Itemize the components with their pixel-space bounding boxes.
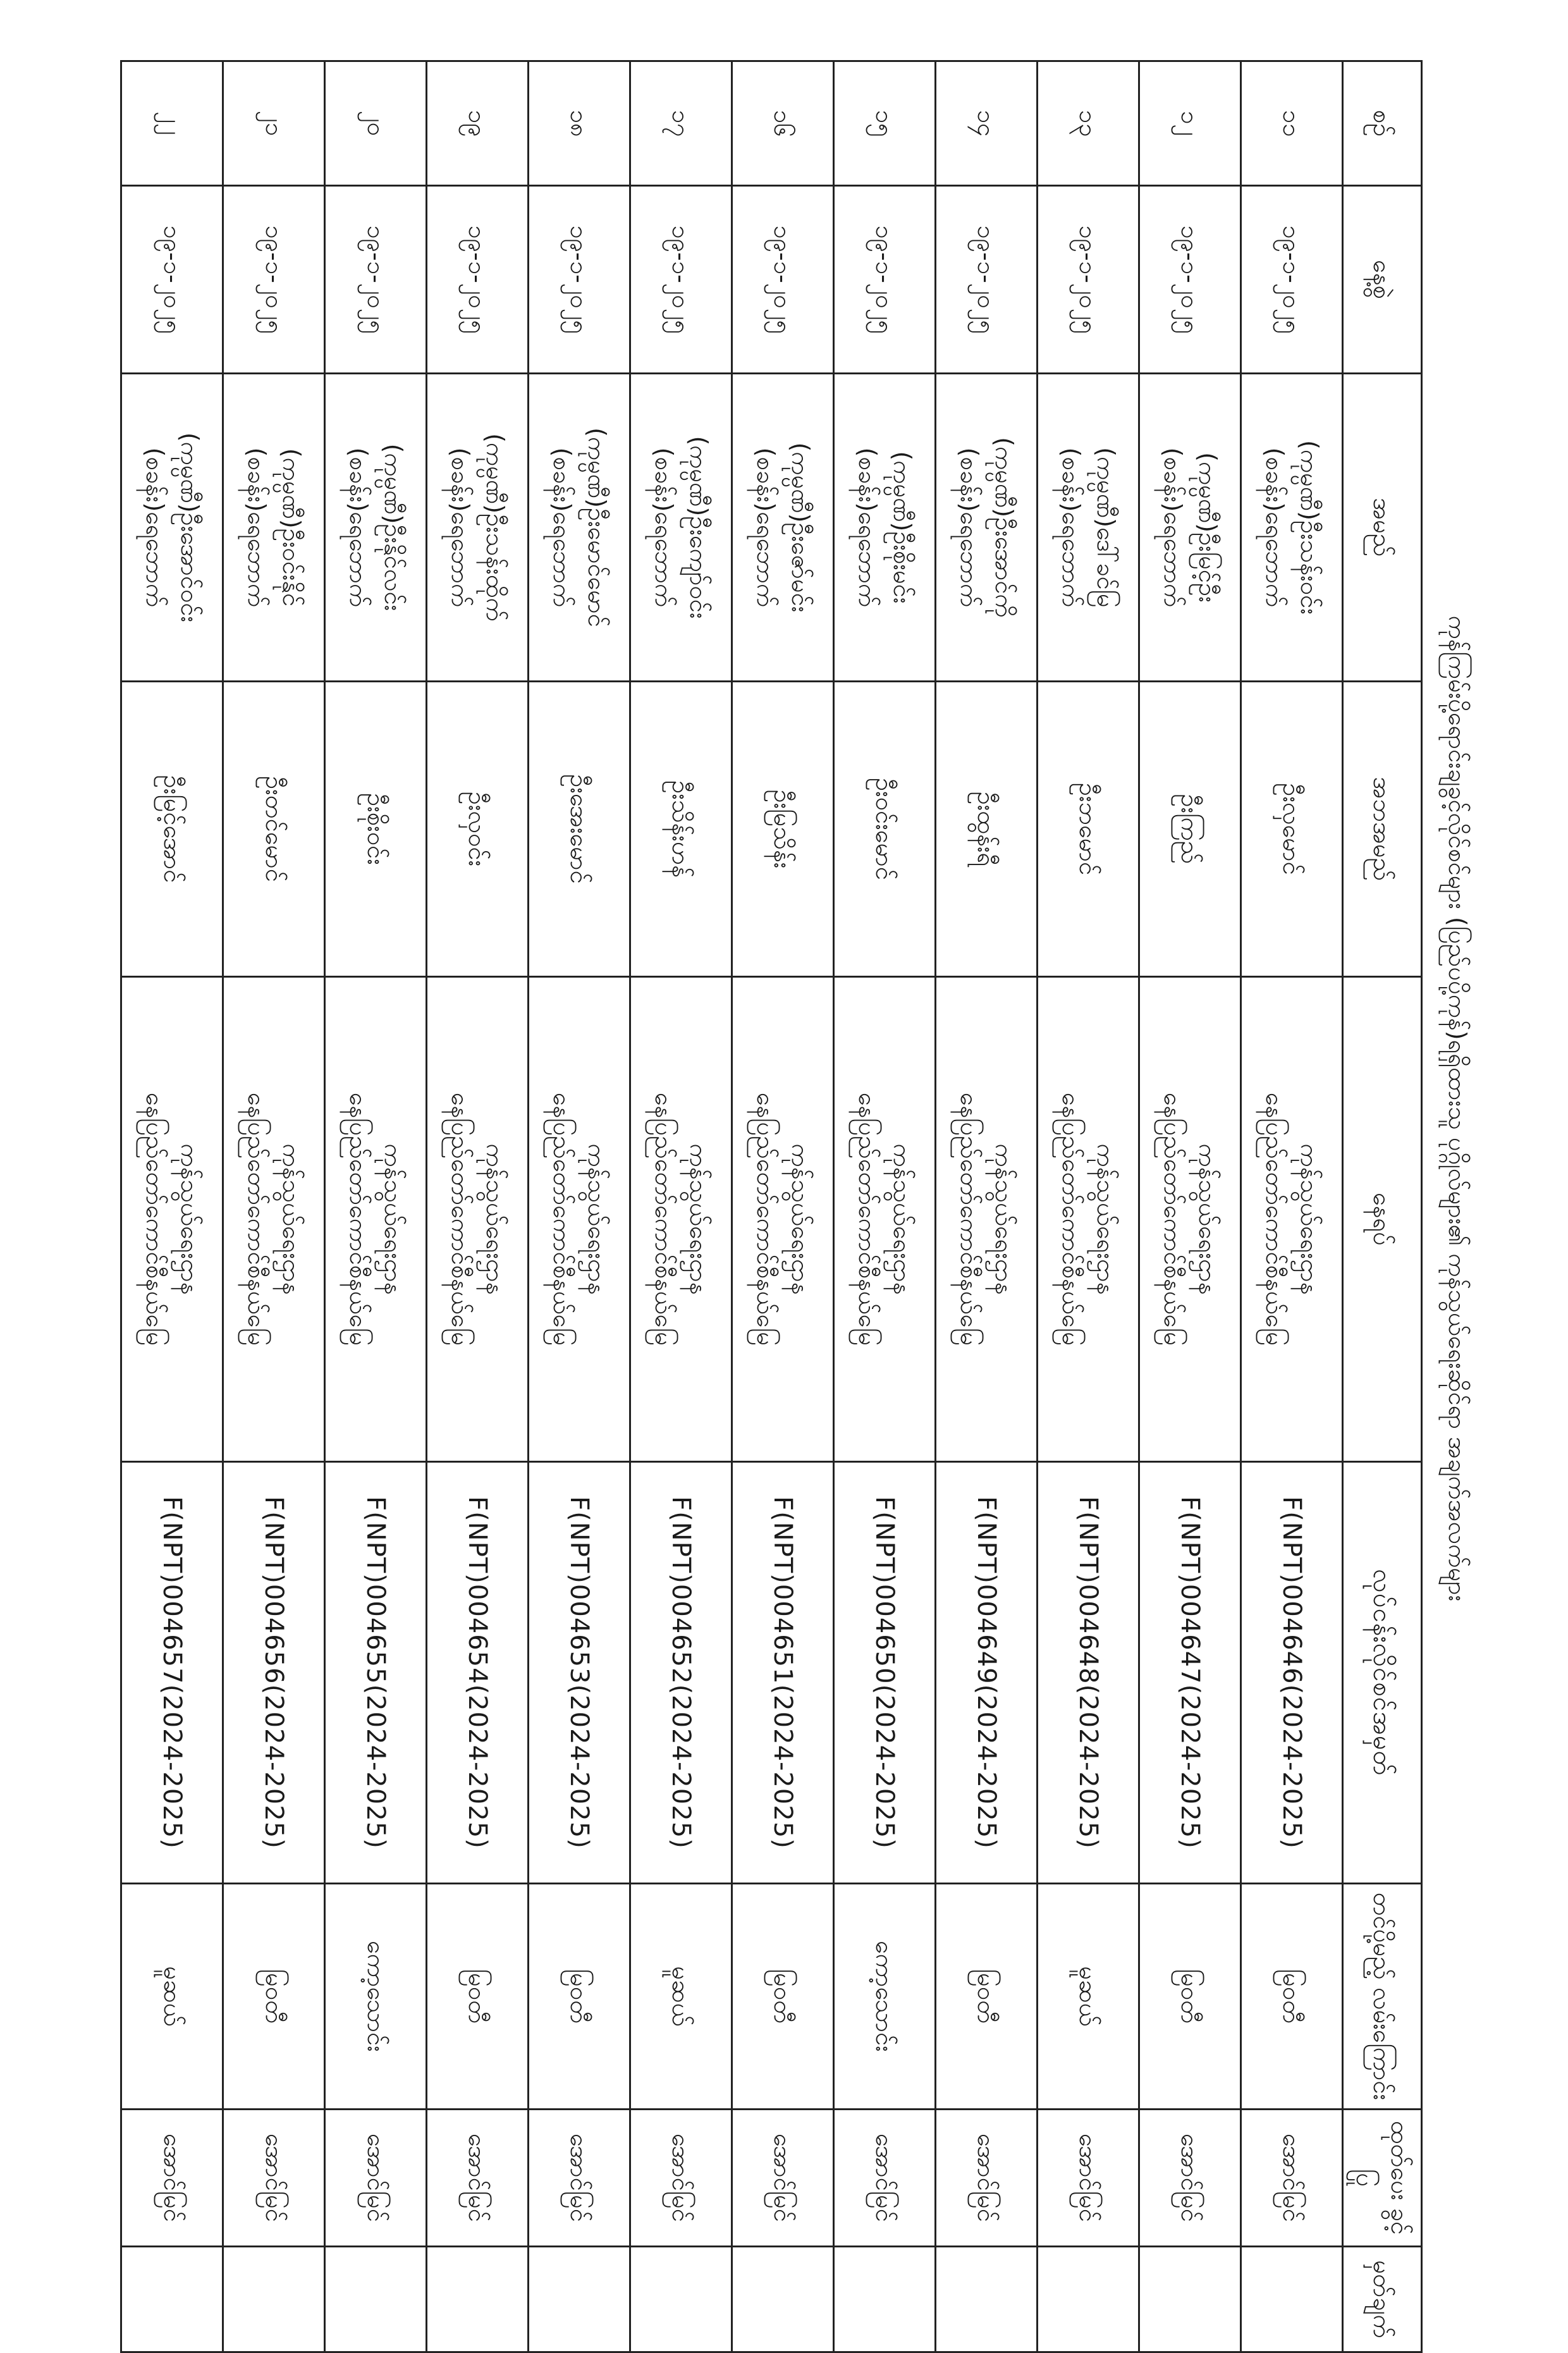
table-row	[732, 61, 833, 2352]
table-row	[935, 61, 1037, 2352]
row-status: အောင်မြင်	[121, 2110, 223, 2247]
table-row	[528, 61, 630, 2352]
row-date: ၁၉-၁-၂၀၂၅	[1240, 186, 1342, 374]
row-name: (ကုမ္ပဏီ)ဦးသန်းဝင်း (စခန်း)ရေဘောက်	[1240, 374, 1342, 682]
row-status: အောင်မြင်	[223, 2110, 324, 2247]
table-row	[121, 61, 223, 2352]
row-address: ကုန်သွယ်ရေးဌာန နေပြည်တော်ကောင်စီနယ်မြေ	[223, 977, 324, 1462]
row-cert-no: F(NPT)004650(2024-2025)	[833, 1462, 935, 1884]
row-route: မြဝတီ	[1139, 1884, 1240, 2110]
row-date: ၁၉-၁-၂၀၂၅	[732, 186, 833, 374]
table-body	[121, 61, 1343, 2352]
row-route: မြဝတီ	[935, 1884, 1037, 2110]
table-row	[426, 61, 528, 2352]
table-row	[1240, 61, 1342, 2352]
row-father: ဦးစိုးဝင်း	[324, 682, 426, 977]
header-date: နေ့စွဲ	[1342, 186, 1421, 374]
row-address: ကုန်သွယ်ရေးဌာန နေပြည်တော်ကောင်စီနယ်မြေ	[426, 977, 528, 1462]
table-row	[1037, 61, 1139, 2352]
header-cert-no: လုပ်ငန်းလိုင်စင်အမှတ်	[1342, 1462, 1421, 1884]
row-route: ကော့သောင်း	[324, 1884, 426, 2110]
row-father: ဦးမြသိန်း	[732, 682, 833, 977]
row-date: ၁၉-၁-၂၀၂၅	[426, 186, 528, 374]
row-status: အောင်မြင်	[732, 2110, 833, 2247]
row-address: ကုန်သွယ်ရေးဌာန နေပြည်တော်ကောင်စီနယ်မြေ	[1037, 977, 1139, 1462]
row-remarks	[935, 2247, 1037, 2352]
row-name: (ကုမ္ပဏီ)ဦးအောင်ကို (စခန်း)ရေဘောက်	[935, 374, 1037, 682]
row-no: ၂၁	[223, 61, 324, 186]
row-no: ၁၇	[630, 61, 732, 186]
row-cert-no: F(NPT)004654(2024-2025)	[426, 1462, 528, 1884]
row-father: ဦးသိန်းဟန်	[630, 682, 732, 977]
row-name: (ကုမ္ပဏီ)ဦးကျော်ဝင်း (စခန်း)ရေဘောက်	[630, 374, 732, 682]
header-no: စဉ်	[1342, 61, 1421, 186]
row-date: ၁၉-၁-၂၀၂၅	[1037, 186, 1139, 374]
row-address: ကုန်သွယ်ရေးဌာန နေပြည်တော်ကောင်စီနယ်မြေ	[1139, 977, 1240, 1462]
row-remarks	[121, 2247, 223, 2352]
row-date: ၁၉-၁-၂၀၂၅	[833, 186, 935, 374]
row-route: မူဆယ်	[121, 1884, 223, 2110]
row-name: (ကုမ္ပဏီ)ဦးစိုးမင်း (စခန်း)ရေဘောက်	[833, 374, 935, 682]
row-father: ဦးထွန်းရီ	[935, 682, 1037, 977]
row-address: ကုန်သွယ်ရေးဌာန နေပြည်တော်ကောင်စီနယ်မြေ	[630, 977, 732, 1462]
row-route: မြဝတီ	[426, 1884, 528, 2110]
row-status: အောင်မြင်	[324, 2110, 426, 2247]
row-name: (ကုမ္ပဏီ)ဦးမြင့်ဦး (စခန်း)ရေဘောက်	[1139, 374, 1240, 682]
header-status: ထုတ်ပေး ခွင့်ပြု	[1342, 2110, 1421, 2247]
row-cert-no: F(NPT)004652(2024-2025)	[630, 1462, 732, 1884]
row-address: ကုန်သွယ်ရေးဌာန နေပြည်တော်ကောင်စီနယ်မြေ	[732, 977, 833, 1462]
row-remarks	[324, 2247, 426, 2352]
row-route: မူဆယ်	[630, 1884, 732, 2110]
row-status: အောင်မြင်	[1240, 2110, 1342, 2247]
row-status: အောင်မြင်	[935, 2110, 1037, 2247]
row-name: (ကုမ္ပဏီ)ဦးမောင်မောင် (စခန်း)ရေဘောက်	[528, 374, 630, 682]
row-cert-no: F(NPT)004648(2024-2025)	[1037, 1462, 1139, 1884]
row-cert-no: F(NPT)004646(2024-2025)	[1240, 1462, 1342, 1884]
row-route: မြဝတီ	[223, 1884, 324, 2110]
row-address: ကုန်သွယ်ရေးဌာန နေပြည်တော်ကောင်စီနယ်မြေ	[1240, 977, 1342, 1462]
row-name: (ကုမ္ပဏီ)ဦးနိုင်လင်း (စခန်း)ရေဘောက်	[324, 374, 426, 682]
row-no: ၁၈	[528, 61, 630, 186]
header-name: အမည်	[1342, 374, 1421, 682]
row-father: ဦးလှမောင်	[1240, 682, 1342, 977]
row-status: အောင်မြင်	[426, 2110, 528, 2247]
table-row	[833, 61, 935, 2352]
row-route: မြဝတီ	[528, 1884, 630, 2110]
row-address: ကုန်သွယ်ရေးဌာန နေပြည်တော်ကောင်စီနယ်မြေ	[324, 977, 426, 1462]
license-table	[120, 60, 1423, 2353]
row-cert-no: F(NPT)004656(2024-2025)	[223, 1462, 324, 1884]
row-name: (ကုမ္ပဏီ)ဦးဇော်မင်း (စခန်း)ရေဘောက်	[732, 374, 833, 682]
table-row	[1139, 61, 1240, 2352]
row-address: ကုန်သွယ်ရေးဌာန နေပြည်တော်ကောင်စီနယ်မြေ	[833, 977, 935, 1462]
row-date: ၁၉-၁-၂၀၂၅	[324, 186, 426, 374]
row-date: ၁၉-၁-၂၀၂၅	[223, 186, 324, 374]
row-no: ၁၃	[1037, 61, 1139, 186]
row-no: ၁၂	[1139, 61, 1240, 186]
row-remarks	[1240, 2247, 1342, 2352]
row-status: အောင်မြင်	[630, 2110, 732, 2247]
row-status: အောင်မြင်	[833, 2110, 935, 2247]
row-father: ဦးဘမောင်	[1037, 682, 1139, 977]
row-date: ၁၉-၁-၂၀၂၅	[528, 186, 630, 374]
row-cert-no: F(NPT)004657(2024-2025)	[121, 1462, 223, 1884]
row-father: ဦးတင်မောင်	[223, 682, 324, 977]
row-remarks	[630, 2247, 732, 2352]
row-date: ၁၉-၁-၂၀၂၅	[121, 186, 223, 374]
row-remarks	[1139, 2247, 1240, 2352]
row-father: ဦးကြည်	[1139, 682, 1240, 977]
row-address: ကုန်သွယ်ရေးဌာန နေပြည်တော်ကောင်စီနယ်မြေ	[935, 977, 1037, 1462]
row-address: ကုန်သွယ်ရေးဌာန နေပြည်တော်ကောင်စီနယ်မြေ	[121, 977, 223, 1462]
table-row	[324, 61, 426, 2352]
row-no: ၁၁	[1240, 61, 1342, 186]
header-route: တင်ပို့မည့် လမ်းကြောင်း	[1342, 1884, 1421, 2110]
row-route: မြဝတီ	[1240, 1884, 1342, 2110]
table-header-row	[1342, 61, 1421, 2352]
row-cert-no: F(NPT)004647(2024-2025)	[1139, 1462, 1240, 1884]
header-remarks: မှတ်ချက်	[1342, 2247, 1421, 2352]
header-address: နေရပ်	[1342, 977, 1421, 1462]
row-route: ကော့သောင်း	[833, 1884, 935, 2110]
row-remarks	[223, 2247, 324, 2352]
row-route: မူဆယ်	[1037, 1884, 1139, 2110]
row-remarks	[833, 2247, 935, 2352]
table-row	[223, 61, 324, 2352]
row-no: ၁၉	[426, 61, 528, 186]
row-cert-no: F(NPT)004653(2024-2025)	[528, 1462, 630, 1884]
row-name: (ကုမ္ပဏီ)ဦးအောင်ဝင်း (စခန်း)ရေဘောက်	[121, 374, 223, 682]
row-date: ၁၉-၁-၂၀၂၅	[935, 186, 1037, 374]
row-no: ၂၀	[324, 61, 426, 186]
row-status: အောင်မြင်	[1037, 2110, 1139, 2247]
row-no: ၁၅	[833, 61, 935, 186]
row-status: အောင်မြင်	[528, 2110, 630, 2247]
table-row	[630, 61, 732, 2352]
rotated-table-container	[120, 60, 1423, 2338]
row-name: (ကုမ္ပဏီ)ဦးသန်းထိုက် (စခန်း)ရေဘောက်	[426, 374, 528, 682]
row-no: ၁၆	[732, 61, 833, 186]
row-father: ဦးလှဝင်း	[426, 682, 528, 977]
row-route: မြဝတီ	[732, 1884, 833, 2110]
row-remarks	[1037, 2247, 1139, 2352]
document-caption: ကုန်ကြမ်းပို့ရောင်းချခွင့်လိုင်စင်များ (ပြည်ပပို့ကုန်)ရရှိထားသူ ပုဂ္ဂိုလ်များ၏ ကုန်သွယ်ရေးဆိုင်ရာ အချက်အလက်များ	[1443, 615, 1471, 1602]
row-father: ဦးဝင်းမောင်	[833, 682, 935, 977]
row-date: ၁၉-၁-၂၀၂၅	[1139, 186, 1240, 374]
header-father: အဘအမည်	[1342, 682, 1421, 977]
row-cert-no: F(NPT)004649(2024-2025)	[935, 1462, 1037, 1884]
row-remarks	[426, 2247, 528, 2352]
row-date: ၁၉-၁-၂၀၂၅	[630, 186, 732, 374]
row-no: ၁၄	[935, 61, 1037, 186]
row-remarks	[732, 2247, 833, 2352]
row-cert-no: F(NPT)004651(2024-2025)	[732, 1462, 833, 1884]
row-address: ကုန်သွယ်ရေးဌာန နေပြည်တော်ကောင်စီနယ်မြေ	[528, 977, 630, 1462]
row-father: ဦးမြင့်အောင်	[121, 682, 223, 977]
row-cert-no: F(NPT)004655(2024-2025)	[324, 1462, 426, 1884]
row-no: ၂၂	[121, 61, 223, 186]
row-father: ဦးအေးမောင်	[528, 682, 630, 977]
row-name: (ကုမ္ပဏီ)ဒေါ်ခင်မြ (စခန်း)ရေဘောက်	[1037, 374, 1139, 682]
row-remarks	[528, 2247, 630, 2352]
row-name: (ကုမ္ပဏီ)ဦးဝင်းနိုင် (စခန်း)ရေဘောက်	[223, 374, 324, 682]
row-status: အောင်မြင်	[1139, 2110, 1240, 2247]
